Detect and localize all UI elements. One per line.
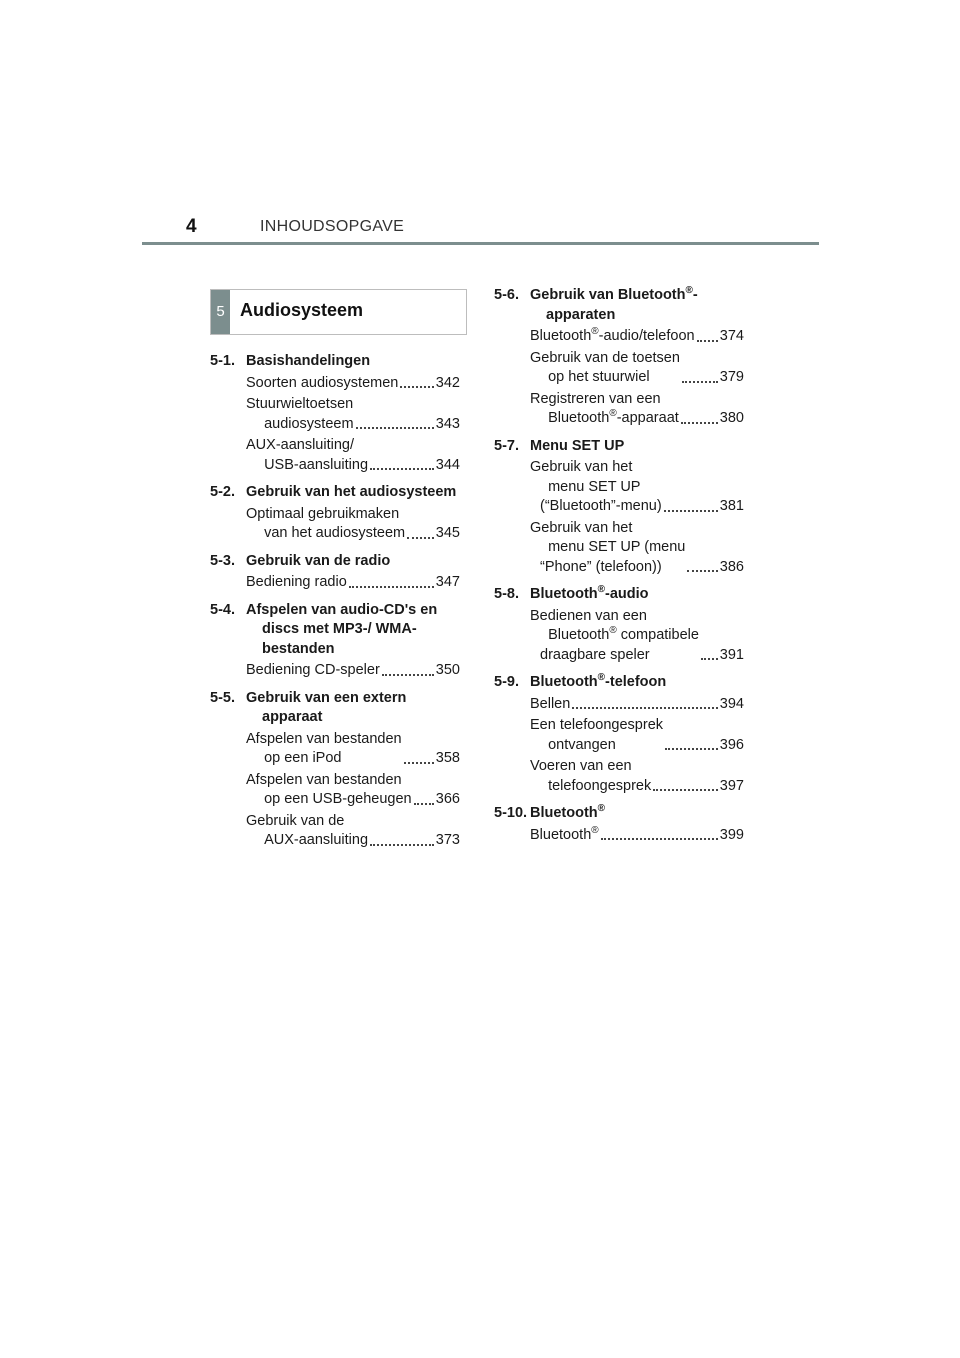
page-header: [0, 0, 960, 250]
page-ref: 347: [435, 574, 460, 590]
toc-group-5-8: [494, 585, 744, 665]
group-number: 5-1.: [210, 353, 235, 369]
page-ref: 358: [435, 750, 460, 766]
page-number: 4: [186, 216, 197, 237]
toc-entry[interactable]: Gebruik van het menu SET UP (menu “Phone” (telefoon)) 386: [530, 519, 744, 578]
page-ref: 366: [435, 791, 460, 807]
page-ref: 343: [435, 415, 460, 432]
page-ref: 396: [719, 736, 744, 753]
toc-entry[interactable]: Bediening radio 347: [246, 573, 460, 593]
group-title: Gebruik van de radio: [246, 552, 391, 569]
toc-entry[interactable]: AUX-aansluiting/ USB-aansluiting 344: [246, 436, 460, 475]
group-number: 5-9.: [494, 674, 519, 690]
group-title: Bluetooth®-telefoon: [530, 672, 667, 690]
toc-entry[interactable]: Gebruik van het menu SET UP (“Bluetooth”-menu) 381: [530, 458, 744, 517]
toc-group-5-2: [210, 483, 460, 544]
group-title: Gebruik van het audiosysteem: [246, 484, 457, 500]
group-number: 5-3.: [210, 552, 235, 569]
page-ref: 350: [435, 662, 460, 678]
group-title: Basishandelingen: [246, 353, 371, 369]
chapter-heading: [210, 289, 467, 335]
toc-entry[interactable]: Bluetooth® 399: [530, 826, 744, 846]
page-ref: 397: [719, 777, 744, 794]
chapter-title: Audiosysteem: [240, 300, 364, 320]
toc-entry[interactable]: Bediening CD-speler 350: [246, 661, 460, 681]
toc-entry[interactable]: Afspelen van bestanden op een iPod 358: [246, 730, 460, 769]
page-ref: 374: [719, 328, 744, 344]
page-ref: 380: [719, 410, 744, 426]
group-number: 5-8.: [494, 586, 519, 602]
toc-entry[interactable]: Bellen 394: [530, 695, 744, 715]
toc-entry[interactable]: Voeren van een telefoongesprek 397: [530, 757, 744, 796]
page-ref: 386: [719, 558, 744, 575]
group-number: 5-10.: [494, 805, 528, 821]
page-ref: 373: [435, 832, 460, 848]
group-number: 5-2.: [210, 484, 235, 500]
page-ref: 344: [435, 456, 460, 473]
toc-entry[interactable]: Bedienen van een Bluetooth® compatibele draagbare speler 391: [530, 607, 744, 666]
toc-group-5-3: [210, 552, 460, 593]
group-title: Bluetooth®-audio: [530, 584, 649, 602]
toc-group-5-1: [210, 352, 460, 475]
toc-entry[interactable]: Een telefoongesprek ontvangen 396: [530, 716, 744, 755]
toc-left-column: [210, 352, 460, 853]
page-ref: 342: [435, 374, 460, 391]
page-ref: 399: [719, 826, 744, 843]
group-number: 5-7.: [494, 437, 519, 454]
section-title: INHOUDSOPGAVE: [260, 218, 405, 235]
group-number: 5-6.: [494, 287, 519, 303]
toc-entry[interactable]: Afspelen van bestanden op een USB-geheugen 366: [246, 771, 460, 810]
toc-group-5-4: [210, 601, 460, 681]
toc-group-5-7: [494, 437, 744, 578]
toc-entry[interactable]: Optimaal gebruikmaken van het audiosysteem 345: [246, 505, 460, 544]
toc-group-5-9: [494, 673, 744, 796]
page-ref: 345: [435, 525, 460, 541]
group-number: 5-5.: [210, 689, 235, 706]
page-ref: 394: [719, 695, 744, 712]
chapter-tab: 5: [211, 290, 230, 334]
page-ref: 391: [719, 646, 744, 663]
group-number: 5-4.: [210, 601, 235, 618]
page-ref: 381: [719, 498, 744, 514]
group-title: Menu SET UP: [530, 437, 625, 454]
toc-entry[interactable]: Registreren van een Bluetooth®-apparaat 380: [530, 390, 744, 429]
group-title: Gebruik van een extern apparaat: [246, 689, 407, 725]
toc-entry[interactable]: Soorten audiosystemen 342: [246, 374, 460, 394]
toc-entry[interactable]: Gebruik van de AUX-aansluiting 373: [246, 812, 460, 851]
group-title: Bluetooth®: [530, 803, 606, 821]
page-ref: 379: [719, 369, 744, 385]
toc-group-5-10: [494, 804, 744, 845]
toc-entry[interactable]: Stuurwieltoetsen audiosysteem 343: [246, 395, 460, 434]
toc-group-5-5: [210, 689, 460, 851]
group-title: Afspelen van audio-CD's en discs met MP3-/ WMA-bestanden: [246, 601, 438, 657]
toc-entry[interactable]: Bluetooth®-audio/telefoon 374: [530, 327, 744, 347]
toc-group-5-6: [494, 286, 744, 429]
header-divider: [142, 242, 819, 245]
toc-right-column: [494, 286, 744, 847]
group-title: Gebruik van Bluetooth®-apparaten: [530, 285, 698, 323]
toc-entry[interactable]: Gebruik van de toetsen op het stuurwiel 379: [530, 349, 744, 388]
